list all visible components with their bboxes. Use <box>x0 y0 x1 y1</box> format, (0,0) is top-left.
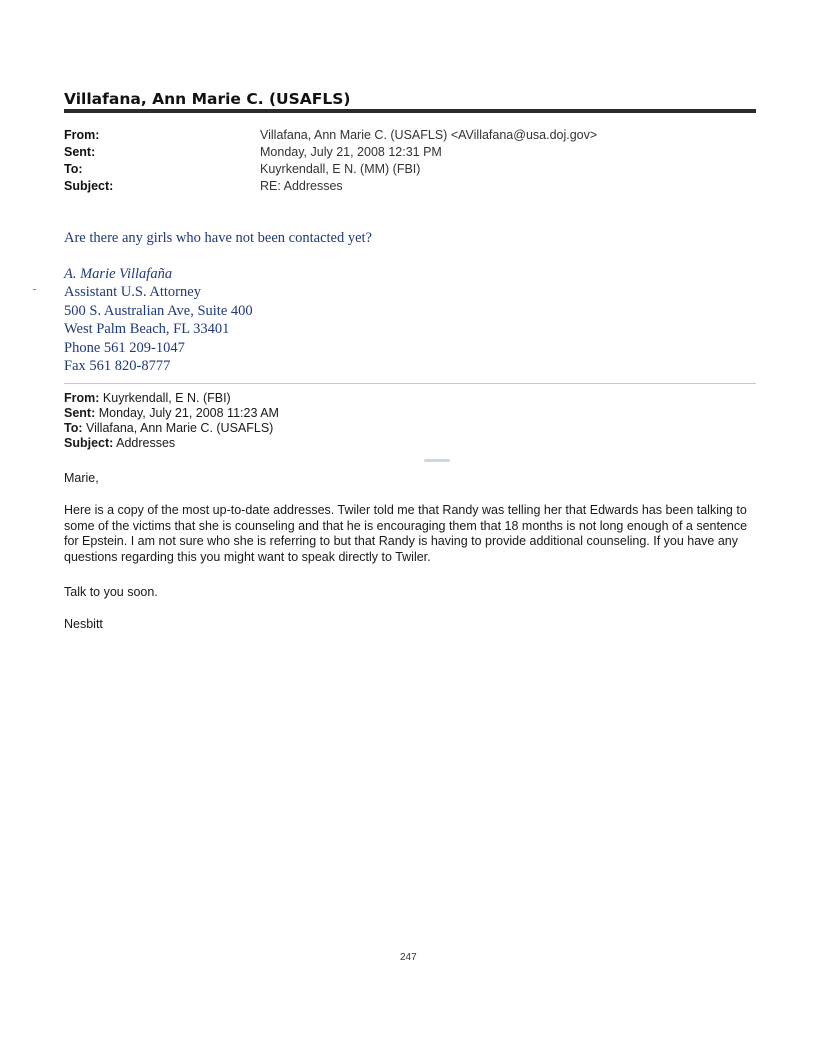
forwarded-from-line <box>64 391 279 406</box>
header-value: Kuyrkendall, E N. (MM) (FBI) <box>260 162 421 176</box>
forwarded-sent-value: Monday, July 21, 2008 11:23 AM <box>98 406 279 420</box>
title-rule <box>64 109 756 113</box>
forwarded-from-value: Kuyrkendall, E N. (FBI) <box>102 391 231 405</box>
signature-title: Assistant U.S. Attorney <box>64 284 201 301</box>
header-value: Villafana, Ann Marie C. (USAFLS) <AVillafana@usa.doj.gov> <box>260 128 598 142</box>
forwarded-to-line <box>64 421 279 436</box>
scan-speck <box>33 289 36 290</box>
header-label: Subject: <box>64 179 114 193</box>
page-number: 247 <box>400 952 417 963</box>
forwarded-subject-label: Subject: <box>64 436 114 450</box>
scan-smudge <box>424 459 450 462</box>
header-row-sent <box>64 145 764 163</box>
header-value: RE: Addresses <box>260 179 343 193</box>
forwarded-subject-value: Addresses <box>116 436 176 450</box>
signature-block <box>64 265 253 375</box>
reply-question: Are there any girls who have not been contacted yet? <box>64 230 372 246</box>
forwarded-sent-label: Sent: <box>64 406 96 420</box>
greeting: Marie, <box>64 471 99 485</box>
document-title: Villafana, Ann Marie C. (USAFLS) <box>64 90 351 108</box>
closing-line: Talk to you soon. <box>64 585 158 599</box>
forwarded-subject-line <box>64 436 279 451</box>
signature-name: A. Marie Villafaña <box>64 266 173 282</box>
forwarded-to-value: Villafana, Ann Marie C. (USAFLS) <box>86 421 274 435</box>
header-value: Monday, July 21, 2008 12:31 PM <box>260 145 442 159</box>
forwarded-to-label: To: <box>64 421 83 435</box>
forwarded-sent-line <box>64 406 279 421</box>
signature-phone: Phone 561 209-1047 <box>64 339 185 356</box>
header-label: To: <box>64 162 83 176</box>
signature-address-line1: 500 S. Australian Ave, Suite 400 <box>64 302 253 319</box>
signoff: Nesbitt <box>64 617 103 631</box>
body-paragraph: Here is a copy of the most up-to-date addresses. Twiler told me that Randy was telling her that Edwards has been talking to some of the victims that she is counseling and that he is encouraging them that 18 months is not long enough of a sentence for Epstein. I am not sure who she is referring to but that Randy is having to provide additional counseling. If you have any questions regarding this you might want to speak directly to Twiler. <box>64 503 748 564</box>
header-label: Sent: <box>64 145 96 159</box>
message-divider <box>64 383 756 384</box>
signature-address-line2: West Palm Beach, FL 33401 <box>64 321 230 338</box>
signature-fax: Fax 561 820-8777 <box>64 358 171 375</box>
forwarded-header <box>64 391 279 451</box>
header-row-to <box>64 162 764 180</box>
header-row-from <box>64 128 764 146</box>
header-row-subject <box>64 179 764 197</box>
header-label: From: <box>64 128 100 142</box>
forwarded-from-label: From: <box>64 391 100 405</box>
